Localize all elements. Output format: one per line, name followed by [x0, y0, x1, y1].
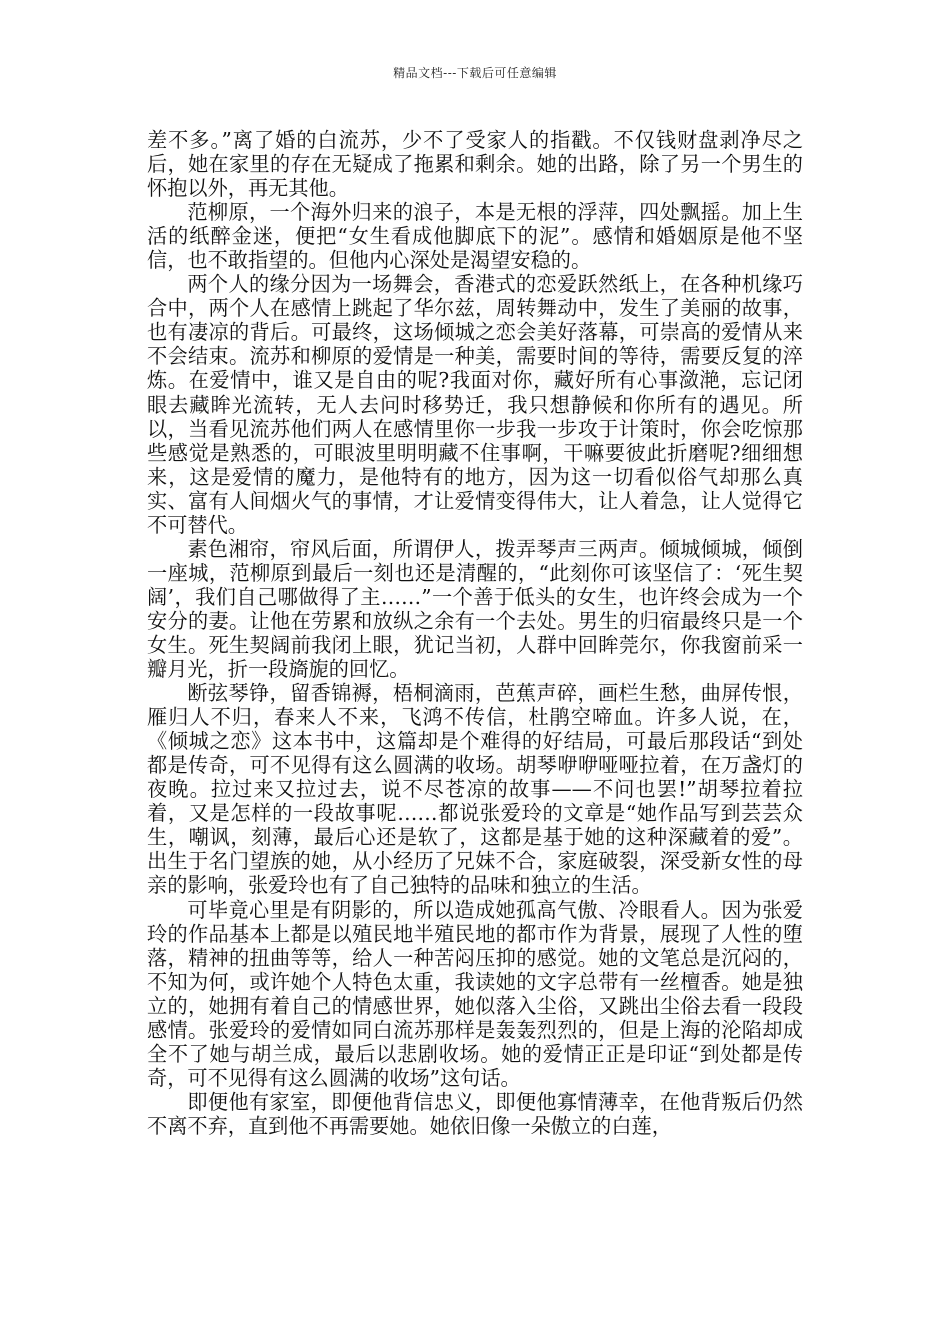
article-body [147, 128, 803, 1138]
paragraph: 范柳原，一个海外归来的浪子，本是无根的浮萍，四处飘摇。加上生活的纸醉金迷，便把“女生看成他脚底下的泥”。感情和婚姻原是他不坚信，也不敢指望的。但他内心深处是渴望安稳的。 [147, 200, 803, 273]
paragraph: 即便他有家室，即便他背信忠义，即便他寡情薄幸，在他背叛后仍然不离不弃，直到他不再需要她。她依旧像一朵傲立的白莲， [147, 1089, 803, 1138]
paragraph: 素色湘帘，帘风后面，所谓伊人，拨弄琴声三两声。倾城倾城，倾倒一座城，范柳原到最后一刻也还是清醒的，“此刻你可该坚信了：‘死生契阔’，我们自己哪做得了主……”一个善于低头的女生，也许终会成为一个安分的妻。让他在劳累和放纵之余有一个去处。男生的归宿最终只是一个女生。死生契阔前我闭上眼，犹记当初，人群中回眸莞尔，你我窗前采一瓣月光，折一段旖旎的回忆。 [147, 536, 803, 682]
paragraph: 两个人的缘分因为一场舞会，香港式的恋爱跃然纸上，在各种机缘巧合中，两个人在感情上跳起了华尔兹，周转舞动中，发生了美丽的故事，也有凄凉的背后。可最终，这场倾城之恋会美好落幕，可崇高的爱情从来不会结束。流苏和柳原的爱情是一种美，需要时间的等待，需要反复的淬炼。在爱情中，谁又是自由的呢?我面对你，藏好所有心事潋滟，忘记闭眼去藏眸光流转，无人去问时移势迁，我只想静候和你所有的遇见。所以，当看见流苏他们两人在感情里你一步我一步攻于计策时，你会吃惊那些感觉是熟悉的，可眼波里明明藏不住事啊，干嘛要彼此折磨呢?细细想来，这是爱情的魔力，是他特有的地方，因为这一切看似俗气却那么真实、富有人间烟火气的事情，才让爱情变得伟大，让人着急，让人觉得它不可替代。 [147, 272, 803, 537]
paragraph: 可毕竟心里是有阴影的，所以造成她孤高气傲、冷眼看人。因为张爱玲的作品基本上都是以殖民地半殖民地的都市作为背景，展现了人性的堕落，精神的扭曲等等，给人一种苦闷压抑的感觉。她的文笔总是沉闷的，不知为何，或许她个人特色太重，我读她的文字总带有一丝檀香。她是独立的，她拥有着自己的情感世界，她似落入尘俗，又跳出尘俗去看一段段感情。张爱玲的爱情如同白流苏那样是轰轰烈烈的，但是上海的沦陷却成全不了她与胡兰成，最后以悲剧收场。她的爱情正正是印证“到处都是传奇，可不见得有这么圆满的收场”这句话。 [147, 897, 803, 1090]
page-header: 精品文档---下载后可任意编辑 [393, 66, 557, 80]
paragraph: 断弦琴铮，留香锦褥，梧桐滴雨，芭蕉声碎，画栏生愁，曲屏传恨，雁归人不归，春来人不来，飞鸿不传信，杜鹃空啼血。许多人说，在，《倾城之恋》这本书中，这篇却是个难得的好结局，可最后那段话“到处都是传奇，可不见得有这么圆满的收场。胡琴咿咿哑哑拉着，在万盏灯的夜晚。拉过来又拉过去，说不尽苍凉的故事——不问也罢!”胡琴拉着拉着，又是怎样的一段故事呢……都说张爱玲的文章是“她作品写到芸芸众生，嘲讽，刻薄，最后心还是软了，这都是基于她的这种深藏着的爱”。出生于名门望族的她，从小经历了兄妹不合，家庭破裂，深受新女性的母亲的影响，张爱玲也有了自己独特的品味和独立的生活。 [147, 681, 803, 898]
paragraph: 差不多。”离了婚的白流苏，少不了受家人的指戳。不仅钱财盘剥净尽之后，她在家里的存在无疑成了拖累和剩余。她的出路，除了另一个男生的怀抱以外，再无其他。 [147, 128, 803, 201]
